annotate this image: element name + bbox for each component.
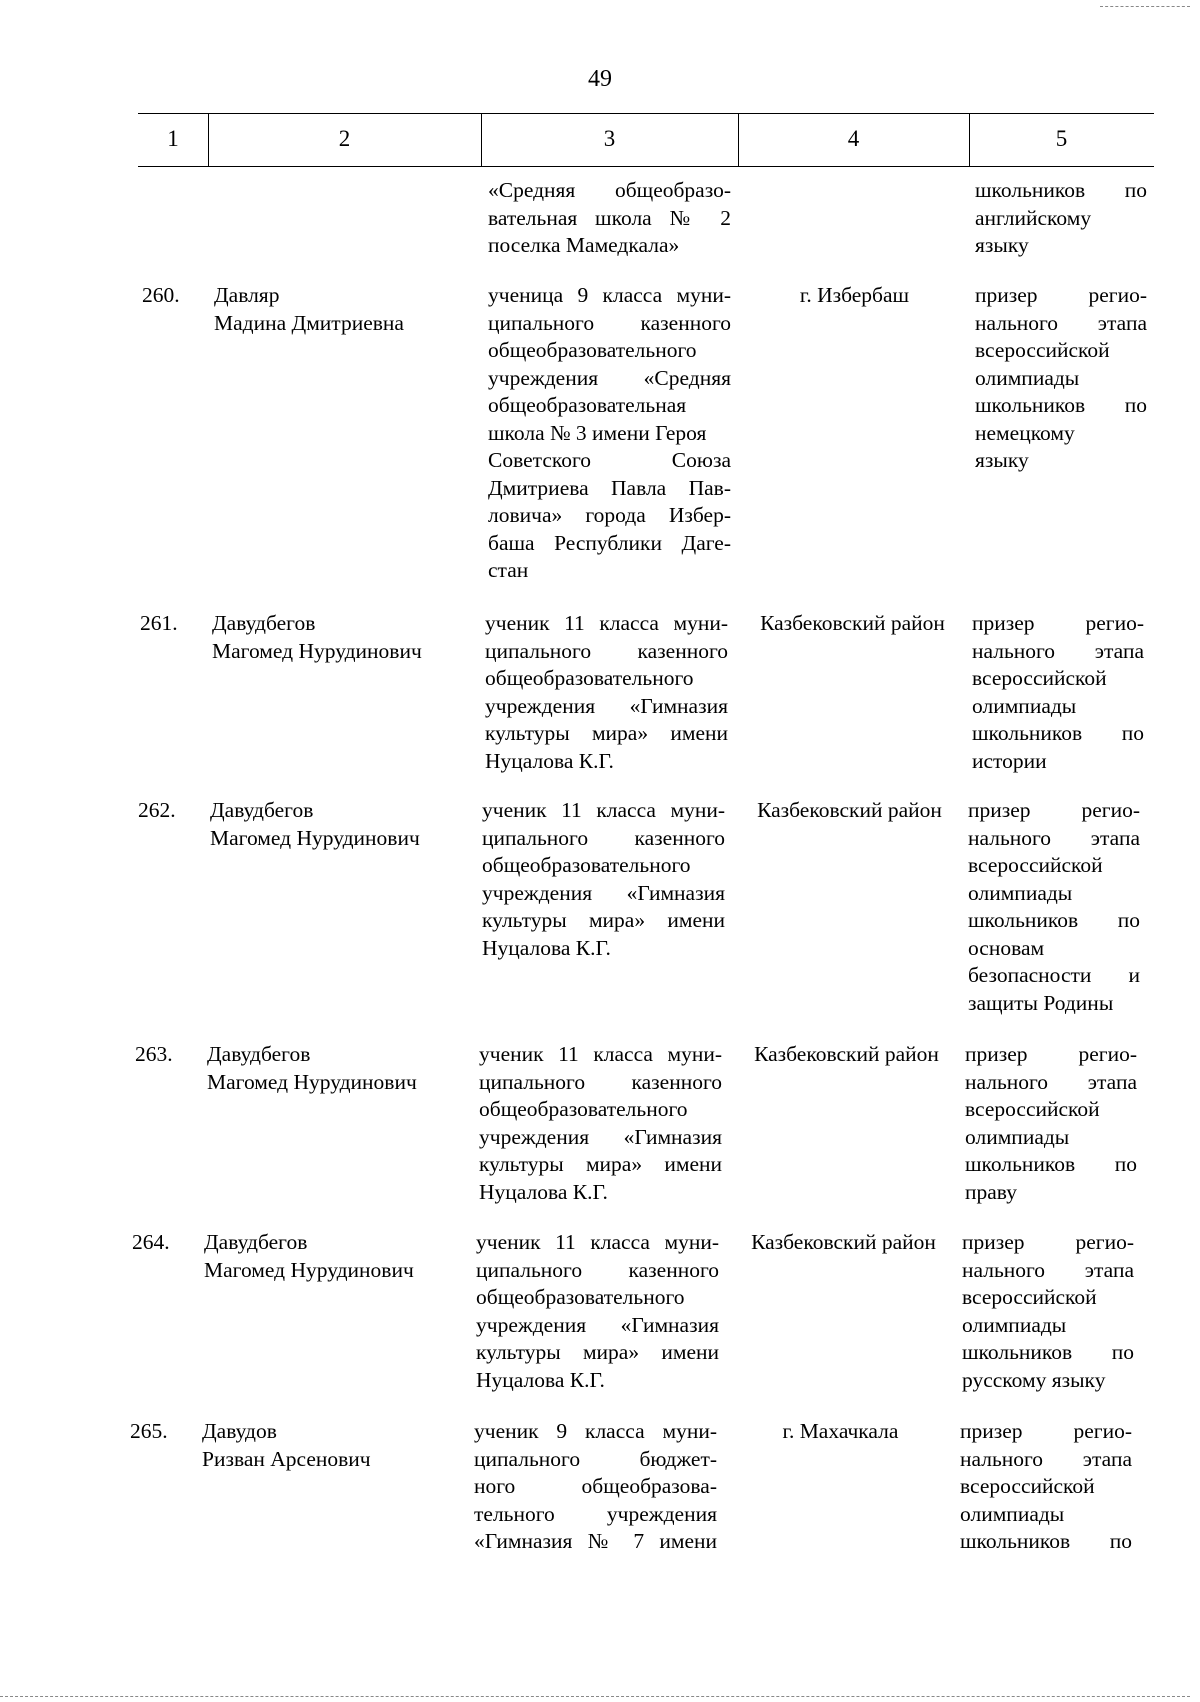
table-header-bottom-rule bbox=[138, 166, 1154, 167]
institution: ученик 11 класса муни- ципального казенного общеобразовательного учреждения «Гимназия культуры мира» имени Нуцалова К.Г. bbox=[482, 798, 725, 960]
header-col-1: 1 bbox=[167, 126, 179, 151]
participant-name: Давудбегов Магомед Нурудинович bbox=[212, 611, 422, 663]
institution: ученик 11 класса муни- ципального казенного общеобразовательного учреждения «Гимназия культуры мира» имени Нуцалова К.Г. bbox=[479, 1042, 722, 1204]
participant-name: Давудов Ризван Арсенович bbox=[202, 1419, 371, 1471]
award: призер регио- нального этапа всероссийской олимпиады школьников по основам безопасности и защиты Родины bbox=[968, 798, 1140, 1015]
region: Казбековский район bbox=[760, 611, 945, 635]
header-col-2: 2 bbox=[338, 126, 351, 151]
institution: ученик 9 класса муни- ципального бюджет- ного общеобразова- тельного учреждения «Гимназия № 7 имени bbox=[474, 1419, 717, 1553]
region: Казбековский район bbox=[757, 798, 942, 822]
region: г. Избербаш bbox=[799, 283, 910, 307]
participant-name: Давудбегов Магомед Нурудинович bbox=[207, 1042, 417, 1094]
row-number: 260. bbox=[142, 283, 180, 307]
continuation-institution: «Средняя общеобразо- вательная школа № 2 поселка Мамедкала» bbox=[488, 178, 731, 257]
award: призер регио- нального этапа всероссийской олимпиады школьников по русскому языку bbox=[962, 1230, 1134, 1392]
award: призер регио- нального этапа всероссийской олимпиады школьников по bbox=[960, 1419, 1132, 1553]
institution: ученик 11 класса муни- ципального казенного общеобразовательного учреждения «Гимназия культуры мира» имени Нуцалова К.Г. bbox=[485, 611, 728, 773]
award: призер регио- нального этапа всероссийской олимпиады школьников по немецкому языку bbox=[975, 283, 1147, 472]
scan-edge-bottom bbox=[0, 1696, 1190, 1697]
row-number: 263. bbox=[135, 1042, 173, 1066]
region: Казбековский район bbox=[751, 1230, 936, 1254]
row-number: 265. bbox=[130, 1419, 168, 1443]
header-col-5: 5 bbox=[1055, 126, 1068, 151]
row-number: 261. bbox=[140, 611, 178, 635]
institution: ученица 9 класса муни- ципального казенного общеобразовательного учреждения «Средняя общеобразовательная школа № 3 имени Героя Советского Союза Дмитриева Павла Пав- ловича» города Избер- баша Республики Даге- стан bbox=[488, 283, 731, 582]
table-top-rule bbox=[138, 113, 1154, 114]
page-number: 49 bbox=[588, 66, 612, 92]
header-col-3: 3 bbox=[603, 126, 616, 151]
participant-name: Давудбегов Магомед Нурудинович bbox=[204, 1230, 414, 1282]
region: Казбековский район bbox=[754, 1042, 939, 1066]
header-col-4: 4 bbox=[847, 126, 860, 151]
participant-name: Давудбегов Магомед Нурудинович bbox=[210, 798, 420, 850]
award: призер регио- нального этапа всероссийской олимпиады школьников по праву bbox=[965, 1042, 1137, 1204]
continuation-award: школьников по английскому языку bbox=[975, 178, 1147, 257]
award: призер регио- нального этапа всероссийской олимпиады школьников по истории bbox=[972, 611, 1144, 773]
participant-name: Давляр Мадина Дмитриевна bbox=[214, 283, 404, 335]
row-number: 264. bbox=[132, 1230, 170, 1254]
scan-edge-top bbox=[1100, 6, 1190, 7]
institution: ученик 11 класса муни- ципального казенного общеобразовательного учреждения «Гимназия культуры мира» имени Нуцалова К.Г. bbox=[476, 1230, 719, 1392]
region: г. Махачкала bbox=[782, 1419, 899, 1443]
row-number: 262. bbox=[138, 798, 176, 822]
